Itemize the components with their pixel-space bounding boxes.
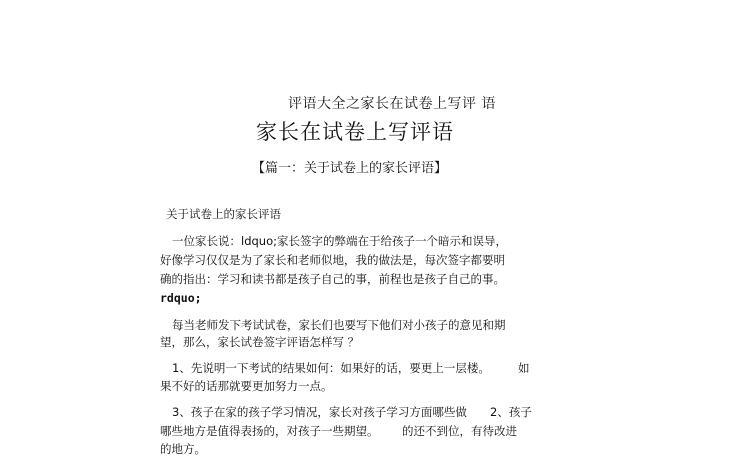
item1-line1: 1、先说明一下考试的结果如何：如果好的话，要更上一层楼。	[172, 361, 490, 375]
paragraph2-line1: 每当老师发下考试试卷，家长们也要写下他们对小孩子的意见和期	[172, 318, 506, 332]
item1-line1-right: 如	[518, 361, 530, 375]
item1-line2: 果不好的话那就要更加努力一点。	[160, 379, 333, 393]
paragraph2-line2: 望，那么，家长试卷签字评语怎样写 ？	[160, 335, 360, 349]
item3-line2-right: 的还不到位，有待改进	[402, 424, 517, 438]
item3-line1-right: 2、孩子	[490, 405, 532, 419]
item3-line1: 3、孩子在家的孩子学习情况，家长对孩子学习方面哪些做	[172, 405, 467, 419]
paragraph1-line4: rdquo;	[160, 291, 202, 305]
paragraph1-line1: 一位家长说：ldquo;家长签字的弊端在于给孩子一个暗示和误导，	[172, 234, 507, 248]
document-subtitle: 评语大全之家长在试卷上写评 语	[288, 96, 496, 112]
item3-line3: 的地方。	[160, 442, 206, 456]
paragraph1-line2: 好像学习仅仅是为了家长和老师似地，我的做法是，每次签字都要明	[160, 253, 505, 267]
section-heading: 【篇一：关于试卷上的家长评语】	[252, 161, 448, 176]
document-title: 家长在试卷上写评语	[256, 120, 454, 144]
paragraph1-line3: 确的指出：学习和读书都是孩子自己的事，前程也是孩子自己的事。	[160, 272, 505, 286]
sub-heading: 关于试卷上的家长评语	[166, 207, 281, 221]
item3-line2: 哪些地方是值得表扬的，对孩子一些期望。	[160, 424, 379, 438]
